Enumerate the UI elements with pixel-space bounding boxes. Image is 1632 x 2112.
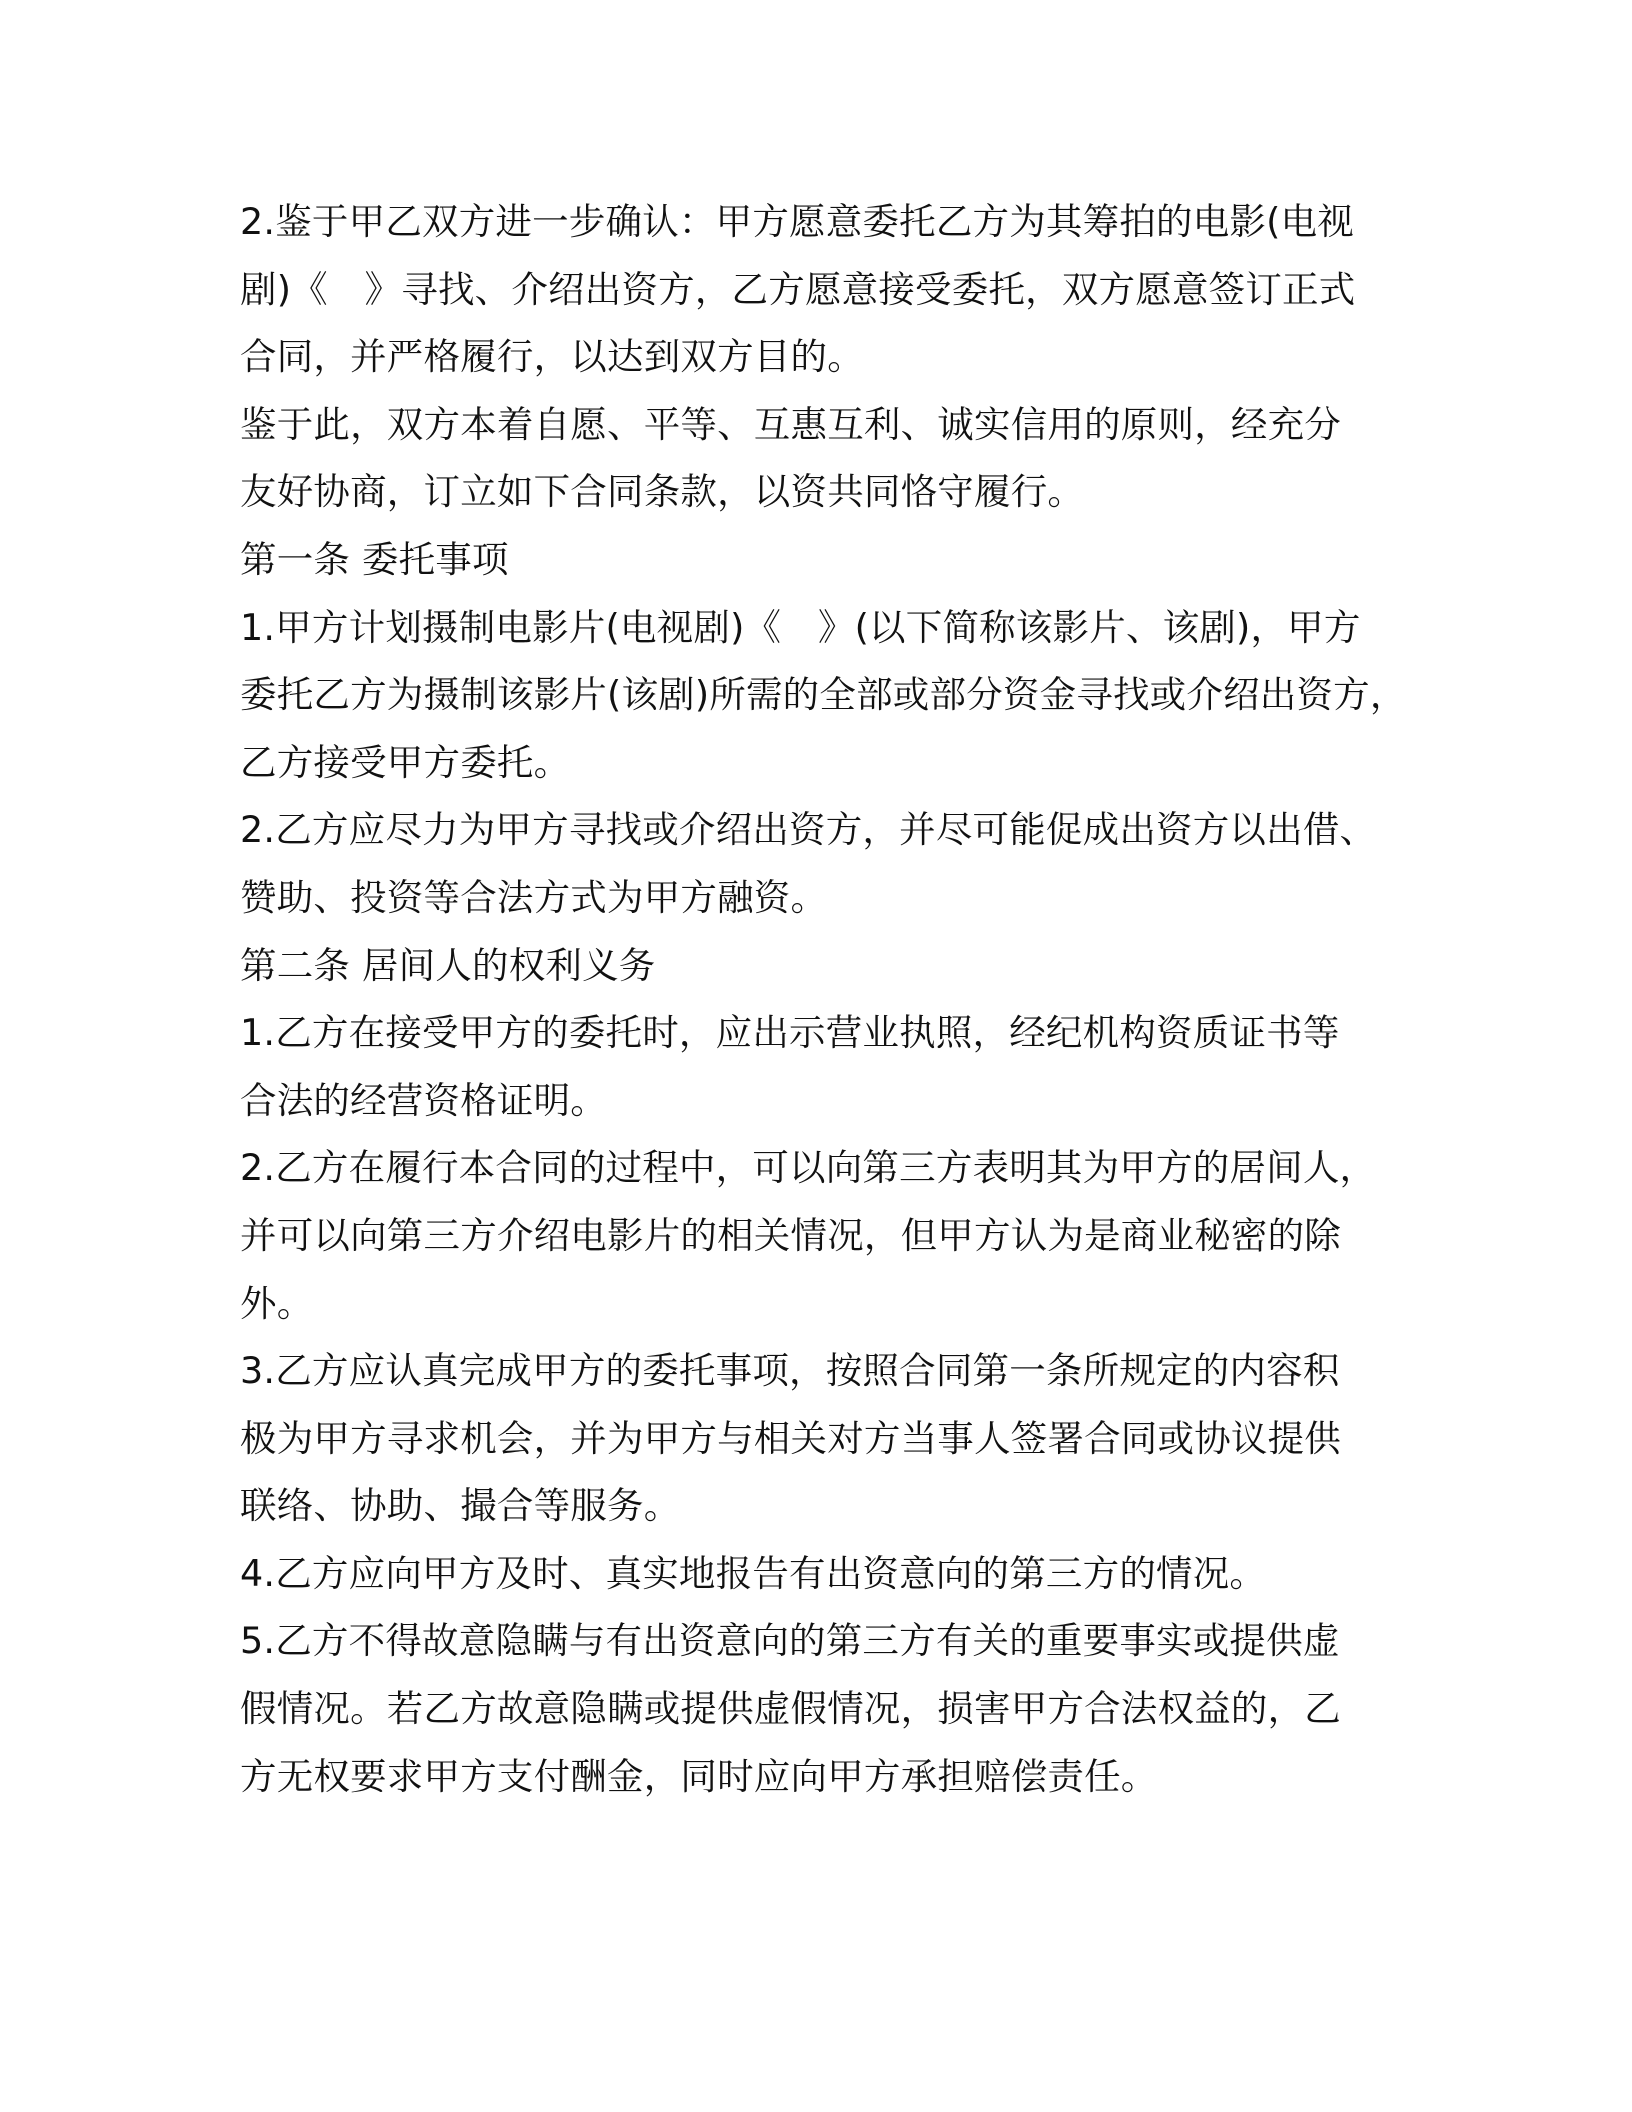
text-line: 委托乙方为摄制该影片(该剧)所需的全部或部分资金寻找或介绍出资方， (240, 673, 1407, 717)
text-line: 3.乙方应认真完成甲方的委托事项，按照合同第一条所规定的内容积 (240, 1349, 1340, 1393)
text-line: 假情况。若乙方故意隐瞒或提供虚假情况，损害甲方合法权益的，乙 (240, 1687, 1341, 1731)
text-line: 剧)《 》寻找、介绍出资方，乙方愿意接受委托，双方愿意签订正式 (240, 267, 1356, 311)
text-line: 4.乙方应向甲方及时、真实地报告有出资意向的第三方的情况。 (240, 1551, 1267, 1595)
text-line: 乙方接受甲方委托。 (240, 740, 571, 784)
document-body (240, 188, 1430, 1810)
text-line: 联络、协助、撮合等服务。 (240, 1484, 681, 1528)
text-line: 1.甲方计划摄制电影片(电视剧)《 》(以下简称该影片、该剧)，甲方 (240, 605, 1361, 649)
text-line: 并可以向第三方介绍电影片的相关情况，但甲方认为是商业秘密的除 (240, 1213, 1341, 1257)
text-line: 鉴于此，双方本着自愿、平等、互惠互利、诚实信用的原则，经充分 (240, 402, 1341, 446)
text-line: 2.鉴于甲乙双方进一步确认：甲方愿意委托乙方为其筹拍的电影(电视 (240, 200, 1354, 243)
section-heading-2: 第二条 居间人的权利义务 (240, 943, 656, 987)
text-line: 合同，并严格履行，以达到双方目的。 (240, 335, 864, 379)
text-line: 1.乙方在接受甲方的委托时，应出示营业执照，经纪机构资质证书等 (240, 1011, 1340, 1055)
text-line: 友好协商，订立如下合同条款，以资共同恪守履行。 (240, 470, 1085, 514)
text-line: 方无权要求甲方支付酬金，同时应向甲方承担赔偿责任。 (240, 1754, 1158, 1798)
text-line: 2.乙方在履行本合同的过程中，可以向第三方表明其为甲方的居间人， (240, 1146, 1377, 1190)
text-line: 外。 (240, 1281, 314, 1325)
section-heading-1: 第一条 委托事项 (240, 537, 509, 581)
text-line: 合法的经营资格证明。 (240, 1078, 607, 1122)
text-line: 极为甲方寻求机会，并为甲方与相关对方当事人签署合同或协议提供 (240, 1416, 1341, 1460)
text-line: 赞助、投资等合法方式为甲方融资。 (240, 875, 828, 919)
text-line: 5.乙方不得故意隐瞒与有出资意向的第三方有关的重要事实或提供虚 (240, 1619, 1340, 1663)
text-line: 2.乙方应尽力为甲方寻找或介绍出资方，并尽可能促成出资方以出借、 (240, 808, 1377, 852)
